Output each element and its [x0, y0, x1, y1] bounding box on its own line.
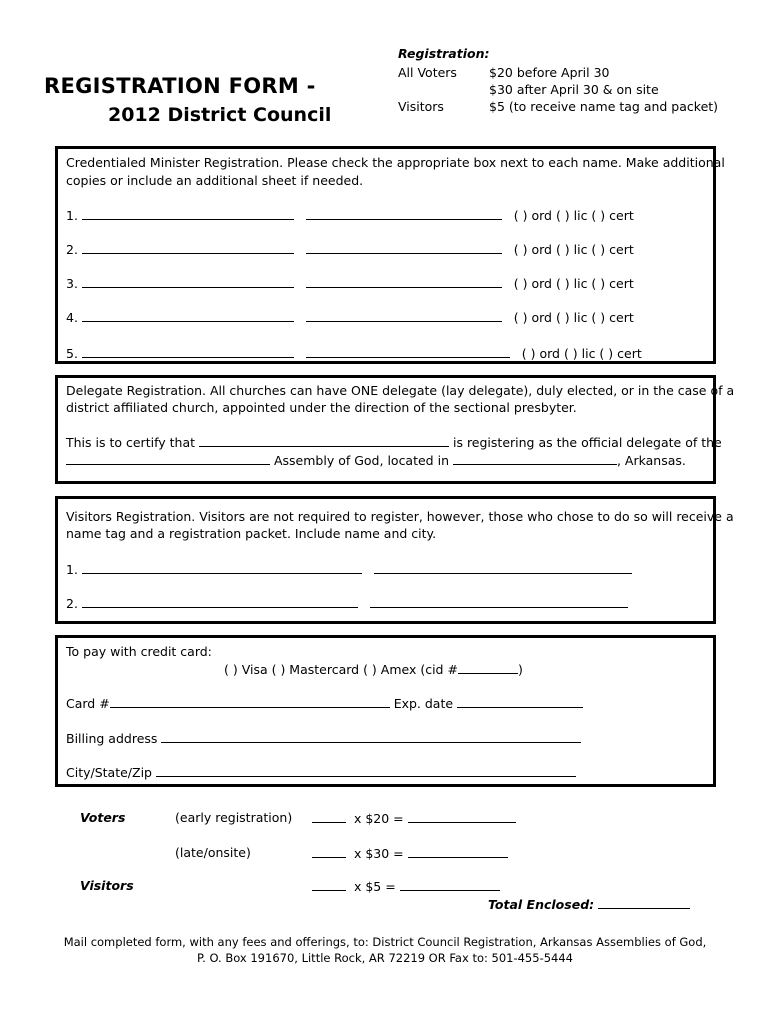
late-count-field[interactable] — [312, 845, 346, 858]
credential-checkboxes[interactable]: ( ) ord ( ) lic ( ) cert — [513, 276, 634, 291]
minister-name-field[interactable] — [82, 309, 294, 322]
minister-church-field[interactable] — [306, 275, 502, 288]
visitor-name-field[interactable] — [82, 561, 362, 574]
row-number: 1. — [66, 562, 78, 577]
exp-date-field[interactable] — [457, 695, 583, 708]
exp-date-label: Exp. date — [393, 696, 454, 711]
summary-voters-label: Voters — [80, 810, 126, 825]
delegate-certify-line — [66, 434, 722, 450]
delegate-city-field[interactable] — [453, 452, 617, 465]
row-number: 3. — [66, 276, 78, 291]
billing-address-field[interactable] — [161, 730, 581, 743]
row-number: 5. — [66, 346, 78, 361]
summary-visitors-label: Visitors — [80, 878, 134, 893]
row-number: 1. — [66, 208, 78, 223]
card-number-label: Card # — [66, 696, 110, 711]
minister-instructions-1: Credentialed Minister Registration. Please check the appropriate box next to each name. Make additional — [66, 155, 725, 170]
minister-row-5 — [66, 345, 642, 361]
form-subtitle: 2012 District Council — [108, 104, 332, 126]
minister-church-field[interactable] — [306, 345, 510, 358]
visitor-city-field[interactable] — [374, 561, 632, 574]
total-enclosed-row — [488, 896, 690, 912]
delegate-name-field[interactable] — [199, 434, 449, 447]
minister-row-4 — [66, 309, 634, 325]
card-type-options — [224, 661, 523, 677]
certify-prefix: This is to certify that — [66, 435, 196, 450]
card-type-checkboxes[interactable]: ( ) Visa ( ) Mastercard ( ) Amex (cid # — [224, 662, 458, 677]
city-state-zip-row — [66, 764, 576, 780]
credential-checkboxes[interactable]: ( ) ord ( ) lic ( ) cert — [513, 242, 634, 257]
visitors-text-2: name tag and a registration packet. Include name and city. — [66, 526, 437, 541]
credential-checkboxes[interactable]: ( ) ord ( ) lic ( ) cert — [513, 310, 634, 325]
early-count-field[interactable] — [312, 810, 346, 823]
state-text: , Arkansas. — [616, 453, 686, 468]
card-options-close: ) — [517, 662, 523, 677]
mult-30: x $30 = — [353, 846, 404, 861]
visitor-city-field[interactable] — [370, 595, 628, 608]
visitor-row-1 — [66, 561, 632, 577]
credential-checkboxes[interactable]: ( ) ord ( ) lic ( ) cert — [521, 346, 642, 361]
summary-late-row — [312, 845, 508, 861]
credential-checkboxes[interactable]: ( ) ord ( ) lic ( ) cert — [513, 208, 634, 223]
minister-instructions-2: copies or include an additional sheet if needed. — [66, 173, 364, 188]
row-number: 2. — [66, 596, 78, 611]
fees-heading: Registration: — [398, 46, 490, 61]
summary-visitors-row — [312, 878, 500, 894]
billing-address-row — [66, 730, 581, 746]
city-state-zip-label: City/State/Zip — [66, 765, 152, 780]
visitors-total-field[interactable] — [400, 878, 500, 891]
early-total-field[interactable] — [408, 810, 516, 823]
minister-row-2 — [66, 241, 634, 257]
fee-voters-price-early: $20 before April 30 — [489, 65, 610, 80]
minister-church-field[interactable] — [306, 241, 502, 254]
minister-row-1 — [66, 207, 634, 223]
minister-name-field[interactable] — [82, 345, 294, 358]
visitors-count-field[interactable] — [312, 878, 346, 891]
summary-early-label: (early registration) — [175, 810, 293, 825]
payment-heading: To pay with credit card: — [66, 644, 212, 659]
summary-late-label: (late/onsite) — [175, 845, 251, 860]
total-enclosed-label: Total Enclosed: — [488, 897, 595, 912]
summary-early-row — [312, 810, 516, 826]
assembly-text: Assembly of God, located in — [273, 453, 449, 468]
delegate-church-line — [66, 452, 686, 468]
fee-visitors-price: $5 (to receive name tag and packet) — [489, 99, 719, 114]
delegate-church-field[interactable] — [66, 452, 270, 465]
cid-field[interactable] — [458, 661, 518, 674]
fee-visitors-label: Visitors — [398, 99, 444, 114]
mult-5: x $5 = — [353, 879, 396, 894]
minister-name-field[interactable] — [82, 207, 294, 220]
delegate-text-1: Delegate Registration. All churches can have ONE delegate (lay delegate), duly elected, or in the case of a — [66, 383, 735, 398]
card-number-field[interactable] — [110, 695, 390, 708]
minister-church-field[interactable] — [306, 309, 502, 322]
card-number-row — [66, 695, 583, 711]
form-title: REGISTRATION FORM - — [44, 74, 316, 98]
delegate-text-2: district affiliated church, appointed under the direction of the sectional presbyter. — [66, 400, 577, 415]
late-total-field[interactable] — [408, 845, 508, 858]
mailing-address: P. O. Box 191670, Little Rock, AR 72219 OR Fax to: 501-455-5444 — [196, 951, 573, 965]
visitors-text-1: Visitors Registration. Visitors are not required to register, however, those who chose to do so will receive a — [66, 509, 734, 524]
fee-voters-price-late: $30 after April 30 & on site — [489, 82, 659, 97]
minister-church-field[interactable] — [306, 207, 502, 220]
minister-name-field[interactable] — [82, 275, 294, 288]
row-number: 2. — [66, 242, 78, 257]
row-number: 4. — [66, 310, 78, 325]
city-state-zip-field[interactable] — [156, 764, 576, 777]
visitor-name-field[interactable] — [82, 595, 358, 608]
certify-suffix: is registering as the official delegate of the — [452, 435, 722, 450]
billing-address-label: Billing address — [66, 731, 158, 746]
total-enclosed-field[interactable] — [598, 896, 690, 909]
visitor-row-2 — [66, 595, 628, 611]
mailing-instructions: Mail completed form, with any fees and offerings, to: District Council Registration, Arkansas Assemblies of God, — [63, 935, 707, 949]
minister-name-field[interactable] — [82, 241, 294, 254]
fee-voters-label: All Voters — [398, 65, 457, 80]
mult-20: x $20 = — [353, 811, 404, 826]
minister-row-3 — [66, 275, 634, 291]
